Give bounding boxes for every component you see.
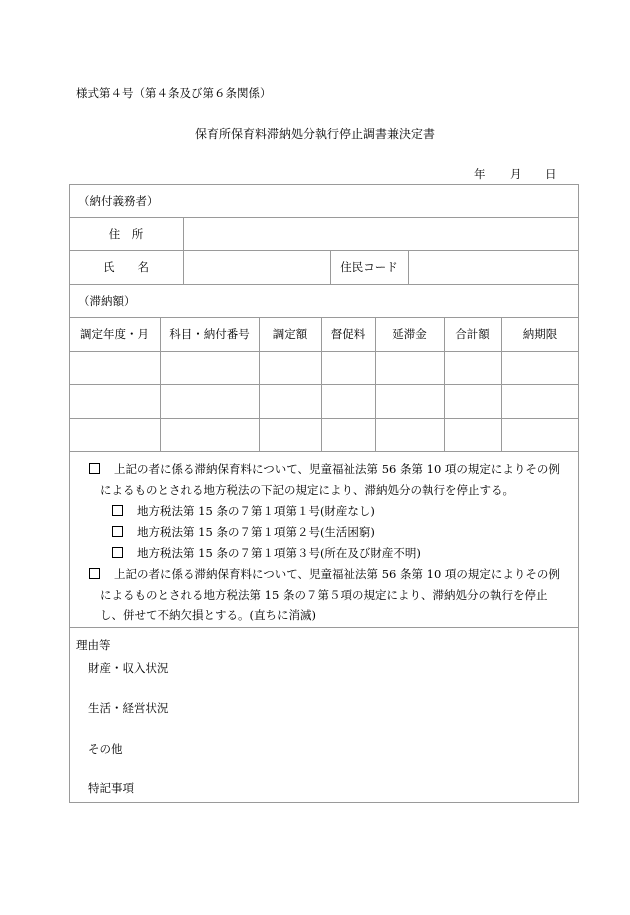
checkbox-icon[interactable] (112, 505, 123, 516)
table-cell[interactable] (375, 351, 444, 384)
decision-option-2-text: 上記の者に係る滞納保育料について、児童福祉法第 56 条第 10 項の規定によりその例 (114, 567, 560, 581)
table-cell[interactable] (321, 384, 375, 418)
table-cell[interactable] (160, 384, 259, 418)
col-header-total: 合計額 (455, 327, 490, 341)
col-header-item-number: 科目・納付番号 (169, 327, 250, 341)
table-cell[interactable] (69, 384, 160, 418)
address-field[interactable] (190, 217, 570, 250)
table-cell[interactable] (501, 418, 579, 451)
table-cell[interactable] (375, 384, 444, 418)
table-cell[interactable] (321, 351, 375, 384)
table-cell[interactable] (259, 384, 321, 418)
table-cell[interactable] (501, 351, 579, 384)
checkbox-icon[interactable] (89, 568, 100, 579)
resident-code-field[interactable] (414, 250, 574, 284)
col-header-late-fee: 延滞金 (392, 327, 427, 341)
checkbox-icon[interactable] (112, 547, 123, 558)
reason-assets-income: 財産・収入状況 (88, 661, 169, 675)
checkbox-icon[interactable] (112, 526, 123, 537)
decision-option-2-text-cont: によるものとされる地方税法第 15 条の７第５項の規定により、滞納処分の執行を停止 (100, 588, 548, 602)
col-header-assessment-month: 調定年度・月 (80, 327, 149, 341)
rule (183, 217, 184, 284)
table-cell[interactable] (501, 384, 579, 418)
rule (69, 284, 579, 285)
table-cell[interactable] (444, 351, 501, 384)
sub-option-text: 地方税法第 15 条の７第１項第３号(所在及び財産不明) (137, 546, 421, 560)
form-label: 様式第４号（第４条及び第６条関係） (76, 86, 272, 100)
reason-special-notes: 特記事項 (88, 781, 134, 795)
sub-option-whereabouts-unknown[interactable] (112, 545, 421, 561)
table-cell[interactable] (259, 418, 321, 451)
decision-option-2[interactable] (89, 566, 560, 582)
resident-code-label: 住民コード (340, 260, 398, 274)
table-cell[interactable] (444, 418, 501, 451)
address-label: 住 所 (108, 226, 144, 241)
table-cell[interactable] (321, 418, 375, 451)
sub-option-no-property[interactable] (112, 503, 375, 519)
table-cell[interactable] (160, 351, 259, 384)
document-title: 保育所保育料滞納処分執行停止調書兼決定書 (194, 127, 435, 141)
decision-option-1[interactable] (89, 461, 560, 477)
table-cell[interactable] (69, 418, 160, 451)
table-cell[interactable] (259, 351, 321, 384)
checkbox-icon[interactable] (89, 463, 100, 474)
rule (69, 451, 579, 452)
obligor-header: （納付義務者） (78, 193, 159, 208)
decision-option-1-text: 上記の者に係る滞納保育料について、児童福祉法第 56 条第 10 項の規定によりその例 (114, 462, 560, 476)
date-month-label: 月 (510, 167, 522, 181)
decision-option-1-text-cont: によるものとされる地方税法の下記の規定により、滞納処分の執行を停止する。 (100, 483, 514, 497)
arrears-header: （滞納額） (78, 293, 136, 308)
table-cell[interactable] (444, 384, 501, 418)
sub-option-hardship[interactable] (112, 524, 375, 540)
name-field[interactable] (190, 250, 325, 284)
date-day-label: 日 (545, 167, 557, 181)
table-cell[interactable] (160, 418, 259, 451)
rule (408, 250, 409, 284)
rule (69, 627, 579, 628)
table-cell[interactable] (69, 351, 160, 384)
col-header-assessed-amount: 調定額 (272, 327, 308, 341)
reason-living-business: 生活・経営状況 (88, 701, 169, 715)
name-label: 氏 名 (103, 260, 149, 274)
table-cell[interactable] (375, 418, 444, 451)
reasons-header: 理由等 (76, 638, 111, 652)
date-year-label: 年 (474, 167, 486, 181)
col-header-reminder-fee: 督促料 (330, 327, 366, 341)
sub-option-text: 地方税法第 15 条の７第１項第１号(財産なし) (137, 504, 375, 518)
sub-option-text: 地方税法第 15 条の７第１項第２号(生活困窮) (137, 525, 375, 539)
reason-other: その他 (88, 742, 123, 756)
col-header-due-date: 納期限 (522, 327, 558, 341)
decision-option-2-text-cont: し、併せて不納欠損とする。(直ちに消滅) (100, 608, 316, 622)
